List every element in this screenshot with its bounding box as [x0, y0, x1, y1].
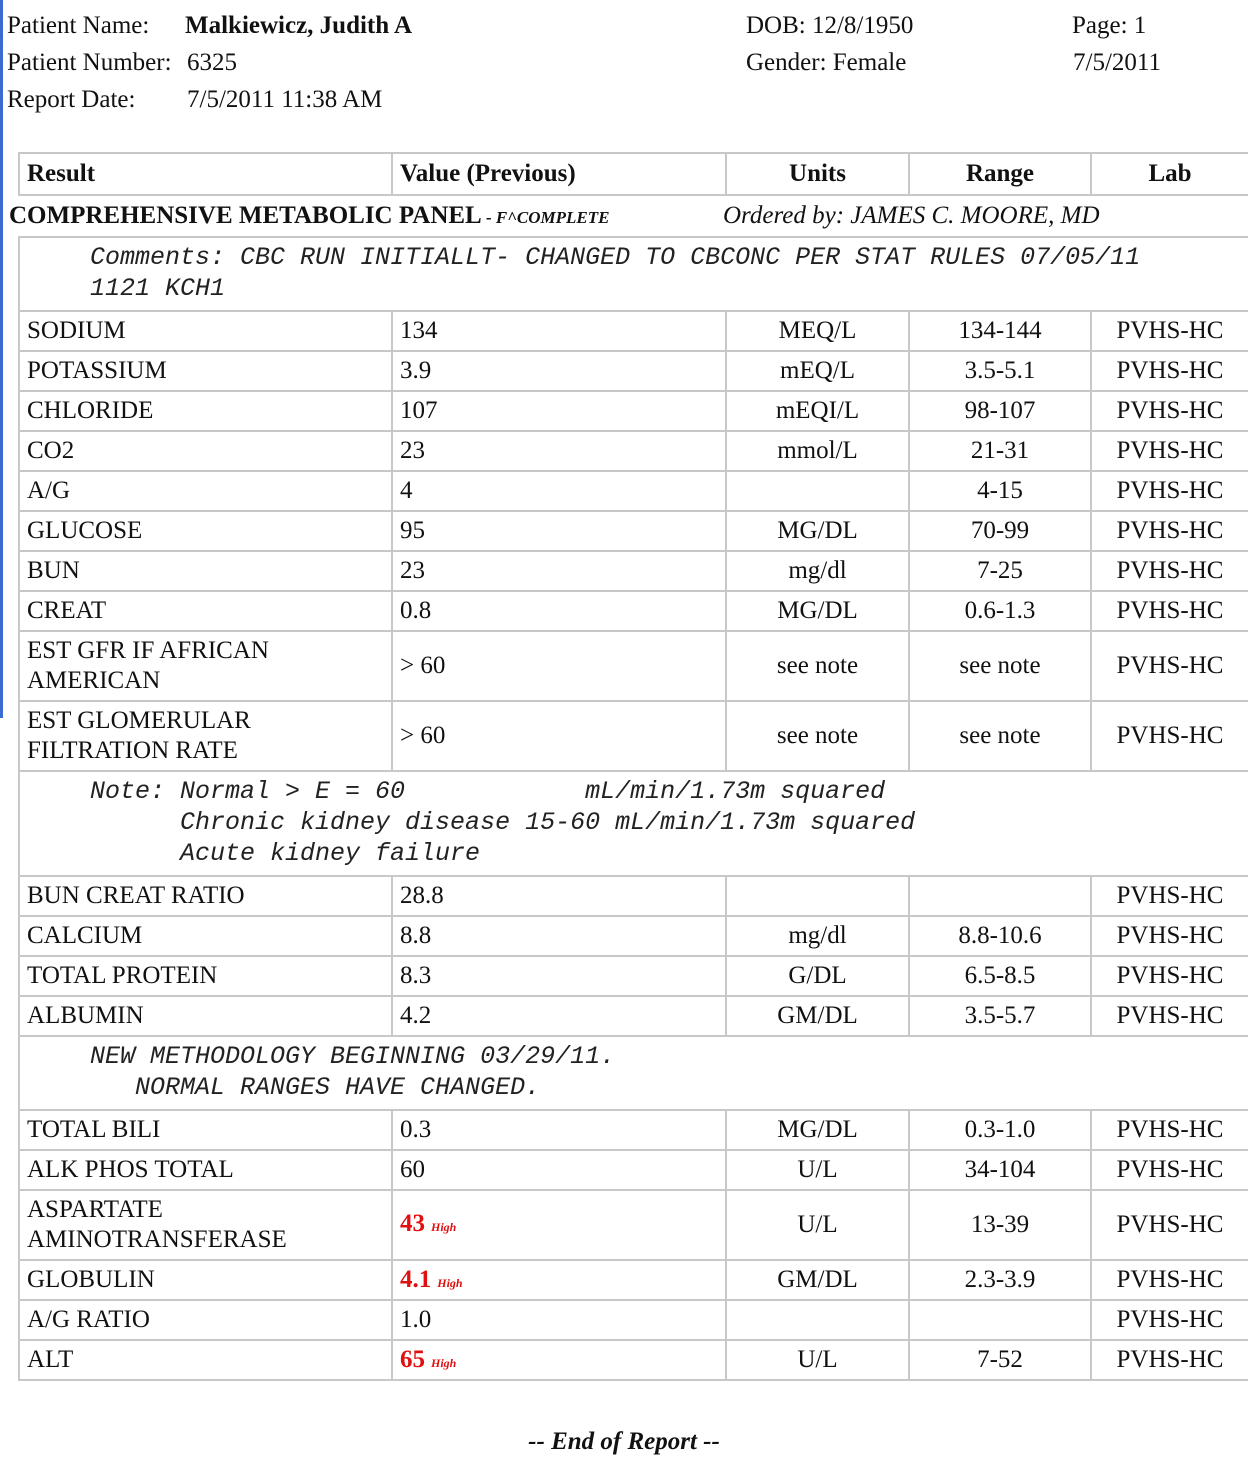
left-margin-rule: [0, 0, 3, 718]
result-name: POTASSIUM: [19, 351, 392, 391]
value-text: 0.3: [400, 1116, 432, 1143]
panel-suffix: - F^COMPLETE: [481, 208, 610, 227]
result-lab: PVHS-HC: [1091, 1340, 1248, 1380]
result-value: [392, 511, 726, 551]
result-name: BUN CREAT RATIO: [19, 876, 392, 916]
result-value: [392, 391, 726, 431]
panel-title: COMPREHENSIVE METABOLIC PANEL: [9, 202, 482, 229]
result-value: [392, 591, 726, 631]
results-table: [9, 152, 1248, 1381]
result-lab: PVHS-HC: [1091, 956, 1248, 996]
table-row: [19, 701, 1248, 771]
result-lab: PVHS-HC: [1091, 311, 1248, 351]
panel-header-row: [19, 195, 1248, 237]
gfr-note: Note: Normal > E = 60 mL/min/1.73m squared Chronic kidney disease 15-60 mL/min/1.73m squared Acute kidney failure: [19, 771, 1248, 876]
value-text: 23: [400, 437, 425, 464]
result-range: 21-31: [909, 431, 1091, 471]
result-value: [392, 876, 726, 916]
table-row: [19, 1110, 1248, 1150]
result-lab: PVHS-HC: [1091, 431, 1248, 471]
result-range: 70-99: [909, 511, 1091, 551]
table-row: [19, 471, 1248, 511]
value-text: 8.8: [400, 922, 432, 949]
result-lab: PVHS-HC: [1091, 876, 1248, 916]
result-lab: PVHS-HC: [1091, 1190, 1248, 1260]
result-range: 3.5-5.7: [909, 996, 1091, 1036]
result-range: 7-52: [909, 1340, 1091, 1380]
high-flag: High: [431, 1356, 457, 1370]
col-units: Units: [726, 153, 909, 195]
result-lab: PVHS-HC: [1091, 391, 1248, 431]
value-text: 23: [400, 557, 425, 584]
result-range: 134-144: [909, 311, 1091, 351]
value-text: 1.0: [400, 1306, 432, 1333]
end-of-report: -- End of Report --: [528, 1428, 720, 1455]
result-units: MG/DL: [726, 591, 909, 631]
result-name: CO2: [19, 431, 392, 471]
patient-name: Malkiewicz, Judith A: [185, 12, 413, 39]
result-value: [392, 1260, 726, 1300]
result-lab: PVHS-HC: [1091, 1300, 1248, 1340]
table-row: [19, 511, 1248, 551]
result-range: 0.3-1.0: [909, 1110, 1091, 1150]
value-text: 4.1: [400, 1266, 432, 1293]
value-text: 43: [400, 1209, 425, 1237]
value-text: 134: [400, 317, 438, 344]
value-text: > 60: [400, 652, 446, 679]
result-units: U/L: [726, 1340, 909, 1380]
result-units: mg/dl: [726, 551, 909, 591]
result-name: CREAT: [19, 591, 392, 631]
result-value: [392, 701, 726, 771]
table-row: [19, 916, 1248, 956]
table-row: [19, 1260, 1248, 1300]
result-name: ALT: [19, 1340, 392, 1380]
result-range: see note: [909, 701, 1091, 771]
comment-row: [19, 771, 1248, 876]
patient-number-label: Patient Number:: [7, 49, 172, 76]
result-range: [909, 876, 1091, 916]
result-lab: PVHS-HC: [1091, 701, 1248, 771]
value-text: 65: [400, 1346, 425, 1373]
result-name: EST GLOMERULAR FILTRATION RATE: [19, 701, 392, 771]
value-text: 0.8: [400, 597, 432, 624]
high-flag: High: [437, 1276, 463, 1290]
result-name: TOTAL BILI: [19, 1110, 392, 1150]
result-name: A/G RATIO: [19, 1300, 392, 1340]
result-units: GM/DL: [726, 996, 909, 1036]
table-row: [19, 631, 1248, 701]
page-number: Page: 1: [1072, 12, 1147, 39]
dob: DOB: 12/8/1950: [746, 12, 914, 39]
result-lab: PVHS-HC: [1091, 1260, 1248, 1300]
patient-number: 6325: [187, 49, 237, 76]
value-text: 60: [400, 1156, 425, 1183]
high-flag: High: [431, 1219, 457, 1234]
result-lab: PVHS-HC: [1091, 591, 1248, 631]
result-units: GM/DL: [726, 1260, 909, 1300]
result-units: mEQ/L: [726, 351, 909, 391]
result-value: [392, 1150, 726, 1190]
table-row: [19, 996, 1248, 1036]
result-units: mmol/L: [726, 431, 909, 471]
result-range: [909, 1300, 1091, 1340]
result-units: U/L: [726, 1150, 909, 1190]
table-row: [19, 311, 1248, 351]
table-row: [19, 1150, 1248, 1190]
result-name: GLUCOSE: [19, 511, 392, 551]
result-units: MG/DL: [726, 511, 909, 551]
value-text: 95: [400, 517, 425, 544]
result-name: EST GFR IF AFRICAN AMERICAN: [19, 631, 392, 701]
result-range: see note: [909, 631, 1091, 701]
value-text: 107: [400, 397, 438, 424]
col-range: Range: [909, 153, 1091, 195]
value-text: 4: [400, 477, 413, 504]
value-text: > 60: [400, 722, 446, 749]
result-lab: PVHS-HC: [1091, 631, 1248, 701]
table-row: [19, 551, 1248, 591]
table-row: [19, 956, 1248, 996]
result-units: G/DL: [726, 956, 909, 996]
result-lab: PVHS-HC: [1091, 351, 1248, 391]
value-text: 4.2: [400, 1002, 432, 1029]
result-range: 34-104: [909, 1150, 1091, 1190]
comment-row: [19, 237, 1248, 311]
result-value: [392, 351, 726, 391]
table-header-row: [19, 153, 1248, 195]
col-value: Value (Previous): [392, 153, 726, 195]
result-units: U/L: [726, 1190, 909, 1260]
table-row: [19, 591, 1248, 631]
table-row: [19, 1190, 1248, 1260]
result-units: see note: [726, 631, 909, 701]
table-row: [19, 391, 1248, 431]
result-lab: PVHS-HC: [1091, 551, 1248, 591]
result-value: [392, 916, 726, 956]
result-range: 3.5-5.1: [909, 351, 1091, 391]
result-value: [392, 1300, 726, 1340]
result-value: [392, 1110, 726, 1150]
result-units: mg/dl: [726, 916, 909, 956]
result-units: [726, 876, 909, 916]
col-lab: Lab: [1091, 153, 1248, 195]
result-units: mEQI/L: [726, 391, 909, 431]
result-name: BUN: [19, 551, 392, 591]
value-text: 3.9: [400, 357, 432, 384]
result-name: TOTAL PROTEIN: [19, 956, 392, 996]
result-value: [392, 551, 726, 591]
result-lab: PVHS-HC: [1091, 471, 1248, 511]
result-units: MEQ/L: [726, 311, 909, 351]
value-text: 8.3: [400, 962, 432, 989]
result-name: GLOBULIN: [19, 1260, 392, 1300]
result-range: 4-15: [909, 471, 1091, 511]
result-name: ASPARTATE AMINOTRANSFERASE: [19, 1190, 392, 1260]
gender: Gender: Female: [746, 49, 907, 76]
result-lab: PVHS-HC: [1091, 996, 1248, 1036]
result-range: 2.3-3.9: [909, 1260, 1091, 1300]
print-date: 7/5/2011: [1073, 49, 1161, 76]
result-value: [392, 996, 726, 1036]
result-name: SODIUM: [19, 311, 392, 351]
result-value: [392, 956, 726, 996]
ordered-by: Ordered by: JAMES C. MOORE, MD: [723, 202, 1100, 229]
result-name: CHLORIDE: [19, 391, 392, 431]
result-value: [392, 631, 726, 701]
result-units: [726, 1300, 909, 1340]
result-lab: PVHS-HC: [1091, 511, 1248, 551]
result-units: MG/DL: [726, 1110, 909, 1150]
result-value: [392, 1190, 726, 1260]
panel-comment: Comments: CBC RUN INITIALLT- CHANGED TO CBCONC PER STAT RULES 07/05/11 1121 KCH1: [19, 237, 1248, 311]
result-range: 7-25: [909, 551, 1091, 591]
table-row: [19, 876, 1248, 916]
result-range: 8.8-10.6: [909, 916, 1091, 956]
result-value: [392, 471, 726, 511]
result-lab: PVHS-HC: [1091, 1150, 1248, 1190]
result-units: [726, 471, 909, 511]
comment-row: [19, 1036, 1248, 1110]
result-range: 0.6-1.3: [909, 591, 1091, 631]
result-range: 6.5-8.5: [909, 956, 1091, 996]
table-row: [19, 1340, 1248, 1380]
result-name: ALBUMIN: [19, 996, 392, 1036]
value-text: 28.8: [400, 882, 444, 909]
result-value: [392, 311, 726, 351]
panel-header: [9, 195, 1248, 237]
report-date: 7/5/2011 11:38 AM: [187, 86, 383, 113]
methodology-note: NEW METHODOLOGY BEGINNING 03/29/11. NORMAL RANGES HAVE CHANGED.: [19, 1036, 1248, 1110]
table-row: [19, 351, 1248, 391]
result-lab: PVHS-HC: [1091, 1110, 1248, 1150]
result-units: see note: [726, 701, 909, 771]
result-lab: PVHS-HC: [1091, 916, 1248, 956]
patient-name-label: Patient Name:: [7, 12, 150, 39]
table-row: [19, 1300, 1248, 1340]
result-value: [392, 1340, 726, 1380]
result-name: A/G: [19, 471, 392, 511]
col-result: Result: [19, 153, 392, 195]
result-range: 98-107: [909, 391, 1091, 431]
table-row: [19, 431, 1248, 471]
result-name: CALCIUM: [19, 916, 392, 956]
result-range: 13-39: [909, 1190, 1091, 1260]
result-name: ALK PHOS TOTAL: [19, 1150, 392, 1190]
result-value: [392, 431, 726, 471]
report-date-label: Report Date:: [7, 86, 136, 113]
